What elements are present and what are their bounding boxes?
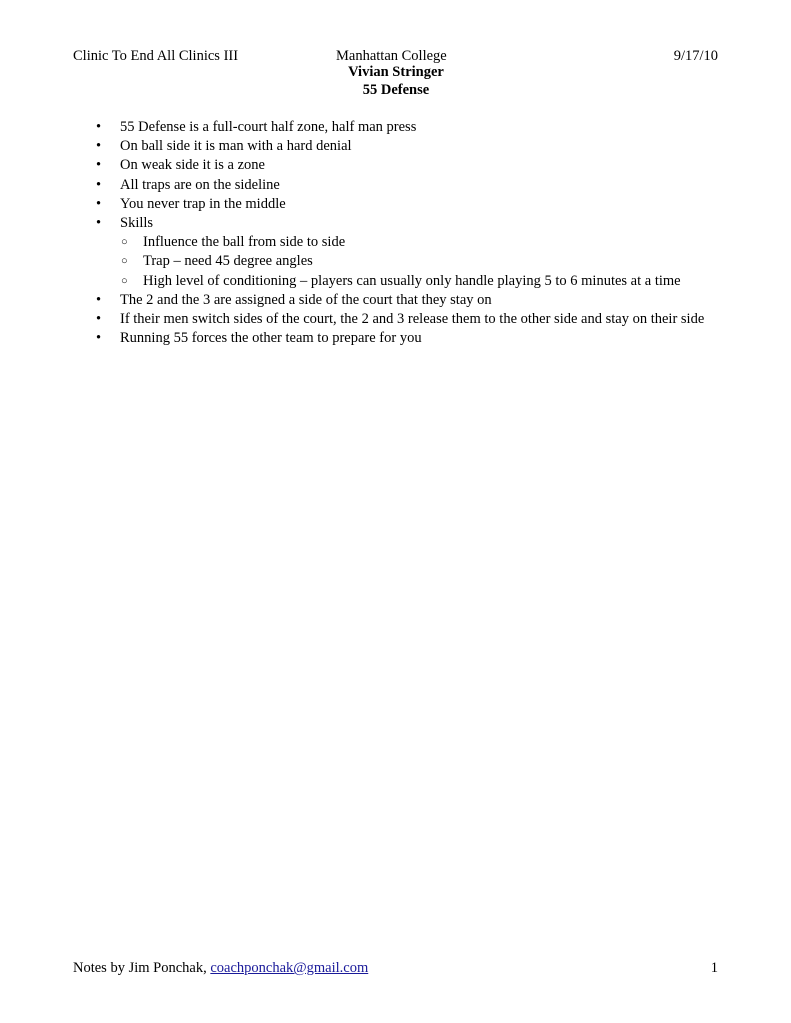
page-footer [73,958,718,978]
list-item [88,176,728,195]
notes-list [88,118,728,348]
list-item [88,156,728,175]
bullet-icon: • [96,215,102,232]
list-item [88,291,728,310]
list-item-text: On weak side it is a zone [120,157,265,174]
sub-list-item-text: Trap – need 45 degree angles [143,253,313,270]
footer-credit-text: Notes by Jim Ponchak, [73,960,211,976]
sub-list-item-text: High level of conditioning – players can usually only handle playing 5 to 6 minutes at a time [143,272,681,289]
list-item-text: 55 Defense is a full-court half zone, half man press [120,119,417,135]
list-item [88,195,728,214]
list-item-text: All traps are on the sideline [120,176,280,193]
hollow-bullet-icon: ○ [121,255,128,268]
bullet-icon: • [96,176,102,193]
list-item-skills [88,214,728,291]
list-item-text: Running 55 forces the other team to prepare for you [120,330,422,347]
footer-credit [73,958,368,978]
list-item [88,137,728,156]
hollow-bullet-icon: ○ [121,236,128,249]
sub-list-item [88,252,728,271]
bullet-icon: • [96,138,102,155]
bullet-icon: • [96,119,102,135]
page-number: 1 [710,960,718,976]
hollow-bullet-icon: ○ [121,274,128,287]
sub-list-item [88,272,728,291]
skills-sublist [120,233,728,291]
list-item-text: You never trap in the middle [120,195,286,212]
list-item [88,118,728,137]
bullet-icon: • [96,311,102,328]
list-item [88,310,728,329]
list-item [88,329,728,348]
sub-list-item [88,233,728,252]
sub-list-item-text: Influence the ball from side to side [143,234,346,251]
header-venue: Manhattan College [336,48,447,64]
header-clinic-name: Clinic To End All Clinics III [73,48,239,64]
list-item-text: The 2 and the 3 are assigned a side of the court that they stay on [120,291,492,308]
bullet-icon: • [96,195,102,212]
topic-title: 55 Defense [362,82,430,98]
speaker-name: Vivian Stringer [348,64,444,80]
list-item-text: Skills [120,215,154,232]
email-link[interactable]: coachponchak@gmail.com [210,960,369,976]
bullet-icon: • [96,330,102,347]
bullet-icon: • [96,157,102,174]
list-item-text: If their men switch sides of the court, the 2 and 3 release them to the other side and stay on their side [120,311,705,328]
bullet-icon: • [96,291,102,308]
list-item-text: On ball side it is man with a hard denial [120,138,352,155]
header-date: 9/17/10 [673,48,718,64]
